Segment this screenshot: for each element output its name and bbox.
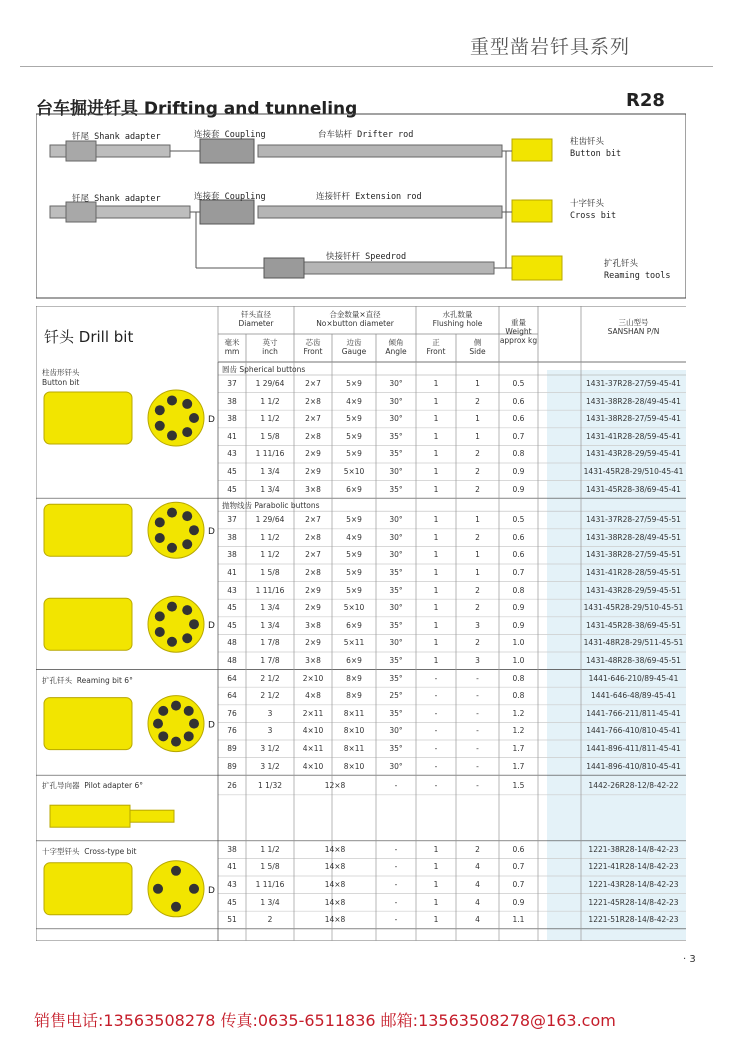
- cell-mm: 76: [227, 708, 237, 718]
- cell-mm: 38: [227, 396, 237, 406]
- cell-inch: 1 1/2: [260, 414, 280, 424]
- cell-inch: 1 7/8: [260, 656, 280, 665]
- cell-angle: 30°: [389, 638, 403, 648]
- cell-angle: 30°: [389, 532, 403, 542]
- cell-gauge: 4×9: [346, 396, 362, 406]
- cell-inch: 1 1/2: [260, 550, 280, 560]
- cell-front: 2×9: [305, 467, 321, 476]
- cell-angle: 30°: [389, 414, 403, 424]
- label-speedrod: 快接钎杆 Speedrod: [326, 252, 407, 262]
- cell-pn: 1431-43R28-29/59-45-51: [586, 585, 681, 595]
- cell-inch: 3 1/2: [260, 744, 280, 753]
- cell-angle: 35°: [389, 431, 403, 441]
- drill-string-diagram: [36, 112, 686, 300]
- cell-angle: 35°: [389, 568, 403, 577]
- cell-gauge: 5×9: [346, 449, 362, 459]
- cell-gauge: 6×9: [346, 656, 362, 665]
- header-weight: 重量 Weight approx kg: [499, 318, 538, 345]
- cell-pn: 1221-45R28-14/8-42-23: [588, 897, 679, 907]
- cell-weight: 0.6: [512, 414, 525, 424]
- svg-text:D: D: [208, 885, 215, 896]
- label-extension-rod: 连接钎杆 Extension rod: [316, 192, 422, 202]
- cell-inch: 1 3/4: [260, 897, 280, 907]
- header-mm: 毫米 mm: [224, 338, 240, 356]
- cell-flush-side: -: [476, 708, 479, 718]
- cell-front: 3×8: [305, 620, 321, 630]
- cell-flush-side: 1: [475, 431, 480, 441]
- cell-front: 2×7: [305, 515, 321, 525]
- ream-bit-illustration: [44, 696, 215, 752]
- cell-mm: 41: [227, 568, 237, 577]
- cell-front: 2×8: [305, 396, 321, 406]
- cell-flush-front: -: [434, 744, 438, 753]
- cell-weight: 1.0: [512, 656, 525, 665]
- cell-inch: 1 11/16: [255, 585, 285, 595]
- cell-front: 3×8: [305, 484, 321, 494]
- cell-flush-side: -: [476, 691, 479, 701]
- header-pn: 三山型号 SANSHAN P/N: [607, 318, 660, 336]
- cell-pn: 1441-896-410/810-45-41: [586, 761, 681, 771]
- cell-pn: 1431-38R28-27/59-45-41: [586, 414, 681, 424]
- cell-inch: 1 7/8: [260, 638, 280, 648]
- cell-inch: 1 29/64: [255, 379, 285, 388]
- drill-bit-table: [36, 306, 686, 941]
- cell-flush-side: -: [476, 673, 479, 683]
- cell-front: 2×9: [305, 585, 321, 595]
- cell-angle: -: [394, 844, 398, 854]
- cell-flush-front: 1: [433, 844, 439, 854]
- cell-pn: 1431-37R28-27/59-45-41: [586, 379, 681, 388]
- page-number: · 3: [683, 954, 696, 965]
- header-front: 芯齿 Front: [303, 338, 323, 356]
- cell-angle: 25°: [389, 691, 403, 701]
- cell-mm: 45: [227, 467, 237, 476]
- cell-pn: 1441-766-211/811-45-41: [586, 708, 681, 718]
- cell-gauge: 8×10: [343, 726, 365, 736]
- cell-pn: 1431-48R28-29/511-45-51: [583, 638, 684, 648]
- cross-bit-illustration: [44, 861, 215, 917]
- cell-weight: 0.5: [512, 515, 525, 525]
- cell-inch: 1 1/2: [260, 532, 280, 542]
- cell-gauge: 5×9: [346, 515, 362, 525]
- cell-mm: 45: [227, 897, 237, 907]
- cell-inch: 3 1/2: [260, 761, 280, 771]
- cell-weight: 0.8: [512, 585, 525, 595]
- cell-pn: 1441-646-210/89-45-41: [588, 673, 679, 683]
- cell-angle: 35°: [389, 585, 403, 595]
- cell-buttons: 14×8: [324, 915, 346, 925]
- cell-angle: 30°: [389, 467, 403, 476]
- cell-pn: 1221-43R28-14/8-42-23: [588, 880, 679, 889]
- cell-gauge: 8×9: [346, 673, 362, 683]
- cell-flush-side: 2: [475, 484, 480, 494]
- cell-pn: 1431-45R28-29/510-45-41: [583, 467, 684, 476]
- cell-flush-side: 4: [475, 862, 480, 872]
- cell-mm: 45: [227, 603, 237, 613]
- cell-buttons: 14×8: [324, 844, 346, 854]
- cell-weight: 0.7: [512, 431, 525, 441]
- cell-weight: 0.5: [512, 379, 525, 388]
- cell-flush-side: -: [476, 744, 479, 753]
- cell-weight: 1.2: [512, 708, 525, 718]
- cell-flush-side: 2: [475, 467, 480, 476]
- cell-flush-side: 2: [475, 532, 480, 542]
- cell-mm: 38: [227, 550, 237, 560]
- cell-flush-front: 1: [433, 550, 439, 560]
- cell-gauge: 8×9: [346, 691, 362, 701]
- cell-inch: 2 1/2: [260, 691, 280, 701]
- cell-pn: 1431-38R28-27/59-45-51: [586, 550, 681, 560]
- cell-front: 2×8: [305, 568, 321, 577]
- cell-angle: 35°: [389, 620, 403, 630]
- cell-pn: 1431-48R28-38/69-45-51: [586, 656, 681, 665]
- cell-buttons: 12×8: [324, 781, 346, 791]
- cell-flush-front: 1: [433, 880, 439, 889]
- cell-mm: 43: [227, 880, 237, 889]
- cell-buttons: 14×8: [324, 880, 346, 889]
- cell-flush-side: 1: [475, 414, 480, 424]
- cell-flush-front: -: [434, 761, 438, 771]
- label-coupling-1: 连接套 Coupling: [194, 130, 266, 140]
- cell-gauge: 5×10: [343, 467, 365, 476]
- cell-mm: 43: [227, 449, 237, 459]
- cell-flush-front: 1: [433, 585, 439, 595]
- svg-text:D: D: [208, 415, 215, 425]
- cell-pn: 1221-51R28-14/8-42-23: [588, 915, 679, 925]
- cell-inch: 1 5/8: [260, 431, 280, 441]
- cell-angle: 35°: [389, 744, 403, 753]
- cell-flush-front: 1: [433, 449, 439, 459]
- cell-weight: 0.9: [512, 603, 525, 613]
- cell-flush-front: 1: [433, 396, 439, 406]
- cell-pn: 1441-766-410/810-45-41: [586, 726, 681, 736]
- cell-weight: 0.8: [512, 673, 525, 683]
- cell-weight: 1.2: [512, 726, 525, 736]
- cell-flush-front: 1: [433, 431, 439, 441]
- header-inch: 英寸 inch: [262, 338, 278, 356]
- cell-gauge: 5×10: [343, 603, 365, 613]
- cell-weight: 0.9: [512, 620, 525, 630]
- series-code: R28: [626, 90, 665, 111]
- cell-weight: 0.7: [512, 568, 525, 577]
- cell-mm: 48: [227, 656, 237, 665]
- cell-flush-side: 2: [475, 844, 480, 854]
- button-bit-illustration: [44, 502, 215, 558]
- cell-gauge: 5×9: [346, 414, 362, 424]
- cell-flush-side: 4: [475, 897, 480, 907]
- svg-text:D: D: [208, 621, 215, 632]
- cell-angle: 30°: [389, 550, 403, 560]
- button-bit-illustration: [44, 390, 215, 446]
- header-flushing: 水孔数量 Flushing hole: [432, 310, 483, 328]
- cell-weight: 0.9: [512, 484, 525, 494]
- cell-flush-side: 2: [475, 603, 480, 613]
- cell-flush-side: -: [476, 781, 479, 791]
- cell-mm: 89: [227, 744, 237, 753]
- cell-weight: 1.5: [512, 781, 525, 791]
- cell-flush-side: 1: [475, 515, 480, 525]
- cell-gauge: 4×9: [346, 532, 362, 542]
- cell-angle: 30°: [389, 603, 403, 613]
- label-drifter-rod: 台车钻杆 Drifter rod: [318, 130, 414, 140]
- cell-mm: 38: [227, 414, 237, 424]
- cell-angle: 35°: [389, 656, 403, 665]
- cell-angle: 30°: [389, 379, 403, 388]
- cell-weight: 0.6: [512, 844, 525, 854]
- cell-angle: -: [394, 880, 398, 889]
- cell-buttons: 14×8: [324, 897, 346, 907]
- cell-pn: 1441-896-411/811-45-41: [586, 744, 681, 753]
- cell-flush-front: 1: [433, 603, 439, 613]
- cell-front: 4×10: [302, 761, 324, 771]
- cell-angle: -: [394, 897, 398, 907]
- cell-angle: 35°: [389, 708, 403, 718]
- cell-flush-front: 1: [433, 467, 439, 476]
- cell-flush-front: 1: [433, 620, 439, 630]
- cell-front: 2×7: [305, 550, 321, 560]
- cell-mm: 41: [227, 431, 237, 441]
- cell-angle: 35°: [389, 673, 403, 683]
- cell-gauge: 5×9: [346, 379, 362, 388]
- cell-flush-front: -: [434, 726, 438, 736]
- cell-front: 4×10: [302, 726, 324, 736]
- label-shank-2: 钎尾 Shank adapter: [72, 194, 161, 204]
- table-section-label: 钎头 Drill bit: [44, 328, 134, 346]
- cell-weight: 0.8: [512, 449, 525, 459]
- cell-inch: 1 11/16: [255, 880, 285, 889]
- cell-inch: 1 3/4: [260, 467, 280, 476]
- cell-inch: 1 3/4: [260, 620, 280, 630]
- cell-weight: 0.8: [512, 691, 525, 701]
- cell-flush-front: 1: [433, 484, 439, 494]
- cell-flush-side: 2: [475, 585, 480, 595]
- group-label: 柱齿形钎头 Button bit: [42, 368, 80, 387]
- cell-gauge: 5×9: [346, 550, 362, 560]
- cell-weight: 1.7: [512, 744, 525, 753]
- cell-flush-front: 1: [433, 414, 439, 424]
- cell-front: 2×7: [305, 414, 321, 424]
- cell-inch: 1 1/2: [260, 844, 280, 854]
- header-rule: [20, 66, 713, 67]
- cell-flush-side: 3: [475, 656, 480, 665]
- cell-flush-front: -: [434, 673, 438, 683]
- cell-inch: 1 1/32: [258, 781, 282, 791]
- cell-flush-front: 1: [433, 379, 439, 388]
- cell-gauge: 8×11: [343, 744, 365, 753]
- cell-front: 2×8: [305, 431, 321, 441]
- cell-front: 2×11: [302, 708, 324, 718]
- cell-angle: 35°: [389, 484, 403, 494]
- cell-mm: 89: [227, 761, 237, 771]
- cell-inch: 1 5/8: [260, 568, 280, 577]
- cell-weight: 0.6: [512, 550, 525, 560]
- label-reaming-tools: 扩孔钎头 Reaming tools: [604, 259, 671, 281]
- cell-mm: 38: [227, 844, 237, 854]
- cell-gauge: 6×9: [346, 484, 362, 494]
- cell-mm: 48: [227, 638, 237, 648]
- cell-flush-side: 3: [475, 620, 480, 630]
- cell-pn: 1431-41R28-28/59-45-41: [586, 431, 681, 441]
- cell-weight: 0.6: [512, 396, 525, 406]
- svg-text:D: D: [208, 720, 215, 731]
- cell-angle: 30°: [389, 396, 403, 406]
- cell-flush-front: 1: [433, 515, 439, 525]
- cell-flush-side: 2: [475, 449, 480, 459]
- group-label: 十字型钎头 Cross-type bit: [42, 846, 137, 856]
- cell-front: 3×8: [305, 656, 321, 665]
- section-title: 台车掘进钎具 Drifting and tunneling: [36, 99, 358, 119]
- cell-inch: 1 3/4: [260, 603, 280, 613]
- cell-front: 2×9: [305, 449, 321, 459]
- cell-mm: 41: [227, 862, 237, 872]
- cell-gauge: 8×11: [343, 708, 365, 718]
- cell-inch: 2: [267, 915, 273, 925]
- cell-flush-front: 1: [433, 897, 439, 907]
- cell-flush-front: 1: [433, 915, 439, 925]
- pilot-bit-illustration: [50, 805, 174, 827]
- cell-front: 2×10: [302, 673, 324, 683]
- cell-gauge: 8×10: [343, 761, 365, 771]
- cell-mm: 64: [227, 691, 237, 701]
- cell-angle: 30°: [389, 761, 403, 771]
- header-flush-side: 侧 Side: [469, 338, 486, 356]
- cell-inch: 3: [267, 726, 273, 736]
- cell-flush-side: -: [476, 761, 479, 771]
- label-coupling-2: 连接套 Coupling: [194, 192, 266, 202]
- label-button-bit: 柱齿钎头 Button bit: [570, 137, 622, 159]
- cell-mm: 37: [227, 515, 237, 525]
- cell-gauge: 6×9: [346, 620, 362, 630]
- cell-angle: 35°: [389, 449, 403, 459]
- cell-pn: 1431-43R28-29/59-45-41: [586, 449, 681, 459]
- cell-front: 2×9: [305, 603, 321, 613]
- cell-weight: 0.7: [512, 880, 525, 889]
- cell-mm: 38: [227, 532, 237, 542]
- cell-flush-side: 4: [475, 880, 480, 889]
- cell-pn: 1431-38R28-28/49-45-41: [586, 396, 681, 406]
- cell-inch: 1 11/16: [255, 449, 285, 459]
- cell-weight: 0.6: [512, 532, 525, 542]
- cell-mm: 76: [227, 726, 237, 736]
- cell-front: 4×8: [305, 691, 321, 701]
- cell-front: 2×9: [305, 638, 321, 648]
- cell-flush-front: -: [434, 781, 438, 791]
- cell-mm: 37: [227, 379, 237, 388]
- group-subheader: 抛物线齿 Parabolic buttons: [222, 501, 320, 511]
- cell-inch: 1 1/2: [260, 396, 280, 406]
- cell-pn: 1442-26R28-12/8-42-22: [588, 781, 679, 791]
- cell-pn: 1441-646-48/89-45-41: [591, 691, 676, 701]
- cell-angle: -: [394, 781, 398, 791]
- cell-flush-side: 2: [475, 396, 480, 406]
- header-angle: 倾角 Angle: [385, 338, 407, 356]
- cell-flush-front: 1: [433, 638, 439, 648]
- cell-inch: 3: [267, 708, 273, 718]
- header-buttons: 合金数量×直径 No×button diameter: [316, 310, 394, 328]
- contact-footer: 销售电话:13563508278 传真:0635-6511836 邮箱:13563508278@163.com: [34, 1011, 616, 1030]
- cell-inch: 1 29/64: [255, 515, 285, 525]
- cell-pn: 1431-45R28-38/69-45-51: [586, 620, 681, 630]
- cell-inch: 1 3/4: [260, 484, 280, 494]
- cell-front: 2×7: [305, 379, 321, 388]
- button-bit-illustration: [44, 596, 215, 652]
- svg-text:D: D: [208, 527, 215, 538]
- cell-weight: 1.1: [512, 915, 525, 925]
- cell-flush-side: 2: [475, 638, 480, 648]
- cell-weight: 0.7: [512, 862, 525, 872]
- cell-mm: 45: [227, 484, 237, 494]
- cell-weight: 0.9: [512, 897, 525, 907]
- cell-angle: -: [394, 915, 398, 925]
- cell-pn: 1431-41R28-28/59-45-51: [586, 568, 681, 577]
- cell-flush-front: 1: [433, 862, 439, 872]
- cell-gauge: 5×9: [346, 585, 362, 595]
- cell-flush-front: 1: [433, 532, 439, 542]
- cell-buttons: 14×8: [324, 862, 346, 872]
- cell-flush-side: -: [476, 726, 479, 736]
- cell-gauge: 5×11: [343, 638, 365, 648]
- cell-flush-front: -: [434, 708, 438, 718]
- cell-mm: 45: [227, 620, 237, 630]
- label-shank-1: 钎尾 Shank adapter: [72, 132, 161, 142]
- group-label: 扩孔导向器 Pilot adapter 6°: [42, 781, 143, 791]
- cell-mm: 43: [227, 585, 237, 595]
- cell-front: 4×11: [302, 744, 324, 753]
- header-diameter: 钎头直径 Diameter: [238, 310, 274, 328]
- cell-weight: 1.7: [512, 761, 525, 771]
- group-subheader: 圆齿 Spherical buttons: [222, 365, 306, 374]
- cell-mm: 26: [227, 781, 237, 791]
- header-flush-front: 正 Front: [426, 338, 446, 356]
- cell-angle: 30°: [389, 515, 403, 525]
- catalog-title: 重型凿岩钎具系列: [470, 36, 631, 58]
- cell-flush-front: 1: [433, 656, 439, 665]
- cell-front: 2×8: [305, 532, 321, 542]
- cell-gauge: 5×9: [346, 568, 362, 577]
- cell-mm: 51: [227, 915, 237, 925]
- cell-flush-side: 4: [475, 915, 480, 925]
- cell-weight: 0.9: [512, 467, 525, 476]
- cell-inch: 2 1/2: [260, 673, 280, 683]
- cell-pn: 1221-41R28-14/8-42-23: [588, 862, 679, 872]
- cell-angle: -: [394, 862, 398, 872]
- cell-flush-side: 1: [475, 550, 480, 560]
- cell-pn: 1221-38R28-14/8-42-23: [588, 844, 679, 854]
- cell-flush-front: -: [434, 691, 438, 701]
- cell-mm: 64: [227, 673, 237, 683]
- cell-pn: 1431-45R28-38/69-45-41: [586, 484, 681, 494]
- cell-pn: 1431-37R28-27/59-45-51: [586, 515, 681, 525]
- header-gauge: 边齿 Gauge: [341, 338, 367, 356]
- cell-flush-side: 1: [475, 568, 480, 577]
- cell-gauge: 5×9: [346, 431, 362, 441]
- label-cross-bit: 十字钎头 Cross bit: [570, 199, 617, 221]
- cell-angle: 30°: [389, 726, 403, 736]
- cell-weight: 1.0: [512, 638, 525, 648]
- cell-pn: 1431-45R28-29/510-45-51: [583, 603, 684, 613]
- group-label: 扩孔钎头 Reaming bit 6°: [42, 675, 133, 685]
- cell-pn: 1431-38R28-28/49-45-51: [586, 532, 681, 542]
- cell-flush-side: 1: [475, 379, 480, 388]
- cell-flush-front: 1: [433, 568, 439, 577]
- cell-inch: 1 5/8: [260, 862, 280, 872]
